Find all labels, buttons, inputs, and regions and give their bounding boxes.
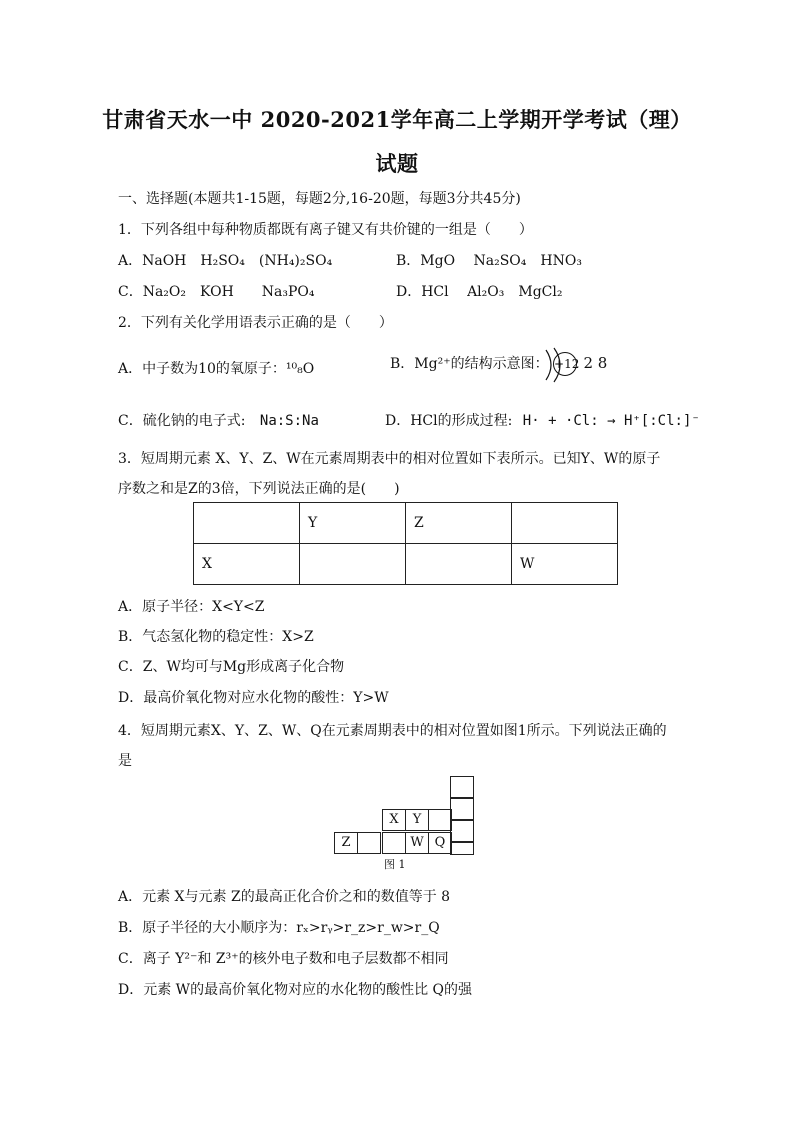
q3-option-c: C．Z、W均可与Mg形成离子化合物: [118, 659, 345, 675]
table-cell: [194, 503, 300, 544]
table-cell: X: [194, 544, 300, 585]
q2-option-d-label: D．HCl的形成过程:: [385, 413, 513, 429]
page-title: 甘肃省天水一中 2020-2021学年高二上学期开学考试（理）: [102, 107, 692, 132]
table-cell: [406, 544, 512, 585]
cell-x: X: [382, 809, 406, 831]
q3-option-a: A．原子半径：X<Y<Z: [118, 599, 265, 615]
figure-caption: 图 1: [384, 858, 406, 871]
formation-process-hcl: H· + ·Cl: → H⁺[:Cl:]⁻: [522, 413, 700, 429]
table-row: [194, 544, 618, 585]
q4-option-c: C．离子 Y²⁻和 Z³⁺的核外电子数和电子层数都不相同: [118, 951, 449, 967]
q2-option-c-label: C．硫化钠的电子式:: [118, 413, 246, 429]
shell-electrons: 2 8: [583, 354, 608, 372]
q2-option-d: [385, 410, 700, 430]
q4-option-a: A．元素 X与元素 Z的最高正化合价之和的数值等于 8: [118, 889, 451, 905]
grid-cell: [428, 809, 452, 831]
nucleus-diagram: +12: [553, 352, 577, 376]
table-cell: Z: [406, 503, 512, 544]
q1-option-d: D．HCl Al₂O₃ MgCl₂: [396, 284, 563, 300]
page-subtitle: 试题: [375, 151, 419, 176]
q1-option-c: C．Na₂O₂ KOH Na₃PO₄: [118, 284, 315, 300]
q2-option-a: A．中子数为10的氧原子：¹⁰₈O: [118, 361, 315, 377]
table-cell: Y: [300, 503, 406, 544]
shell-arcs: [542, 347, 572, 383]
q1-stem: 1．下列各组中每种物质都既有离子键又有共价键的一组是（ ）: [118, 222, 533, 238]
q1-option-a: A．NaOH H₂SO₄ (NH₄)₂SO₄: [118, 253, 333, 269]
q3-stem-line1: 3．短周期元素 X、Y、Z、W在元素周期表中的相对位置如下表所示。已知Y、W的原子: [118, 451, 661, 467]
grid-cell: [450, 776, 474, 798]
q4-stem-line2: 是: [118, 753, 132, 769]
grid-cell: [382, 832, 406, 854]
q4-option-d: D．元素 W的最高价氧化物对应的水化物的酸性比 Q的强: [118, 982, 472, 998]
table-cell: W: [512, 544, 618, 585]
q3-option-d: D．最高价氧化物对应水化物的酸性：Y>W: [118, 690, 389, 706]
q3-stem-line2: 序数之和是Z的3倍，下列说法正确的是( ): [118, 481, 400, 497]
grid-cell: [357, 832, 381, 854]
q2-option-b-label: B．Mg²⁺的结构示意图：: [390, 356, 549, 372]
grid-cell: [450, 842, 474, 855]
cell-q: Q: [428, 832, 452, 854]
q4-option-b: B．原子半径的大小顺序为：rₓ>rᵧ>r_z>r_w>r_Q: [118, 920, 440, 936]
section-heading: 一、选择题(本题共1-15题，每题2分,16-20题，每题3分共45分): [118, 191, 521, 207]
cell-w: W: [405, 832, 429, 854]
grid-cell: [450, 820, 474, 842]
periodic-position-table: [193, 502, 618, 585]
figure-1-periodic-grid: [312, 776, 474, 876]
electron-formula-na2s: Na:S:Na: [259, 413, 319, 429]
table-cell: [512, 503, 618, 544]
q2-stem: 2．下列有关化学用语表示正确的是（ ）: [118, 315, 393, 331]
q3-option-b: B．气态氢化物的稳定性：X>Z: [118, 629, 314, 645]
q2-option-b: [390, 352, 607, 376]
q4-stem-line1: 4．短周期元素X、Y、Z、W、Q在元素周期表中的相对位置如图1所示。下列说法正确的: [118, 723, 667, 739]
cell-z: Z: [334, 832, 358, 854]
cell-y: Y: [405, 809, 429, 831]
q1-option-b: B．MgO Na₂SO₄ HNO₃: [396, 253, 582, 269]
table-row: [194, 503, 618, 544]
table-cell: [300, 544, 406, 585]
q2-option-c: [118, 410, 319, 430]
grid-cell: [450, 798, 474, 820]
